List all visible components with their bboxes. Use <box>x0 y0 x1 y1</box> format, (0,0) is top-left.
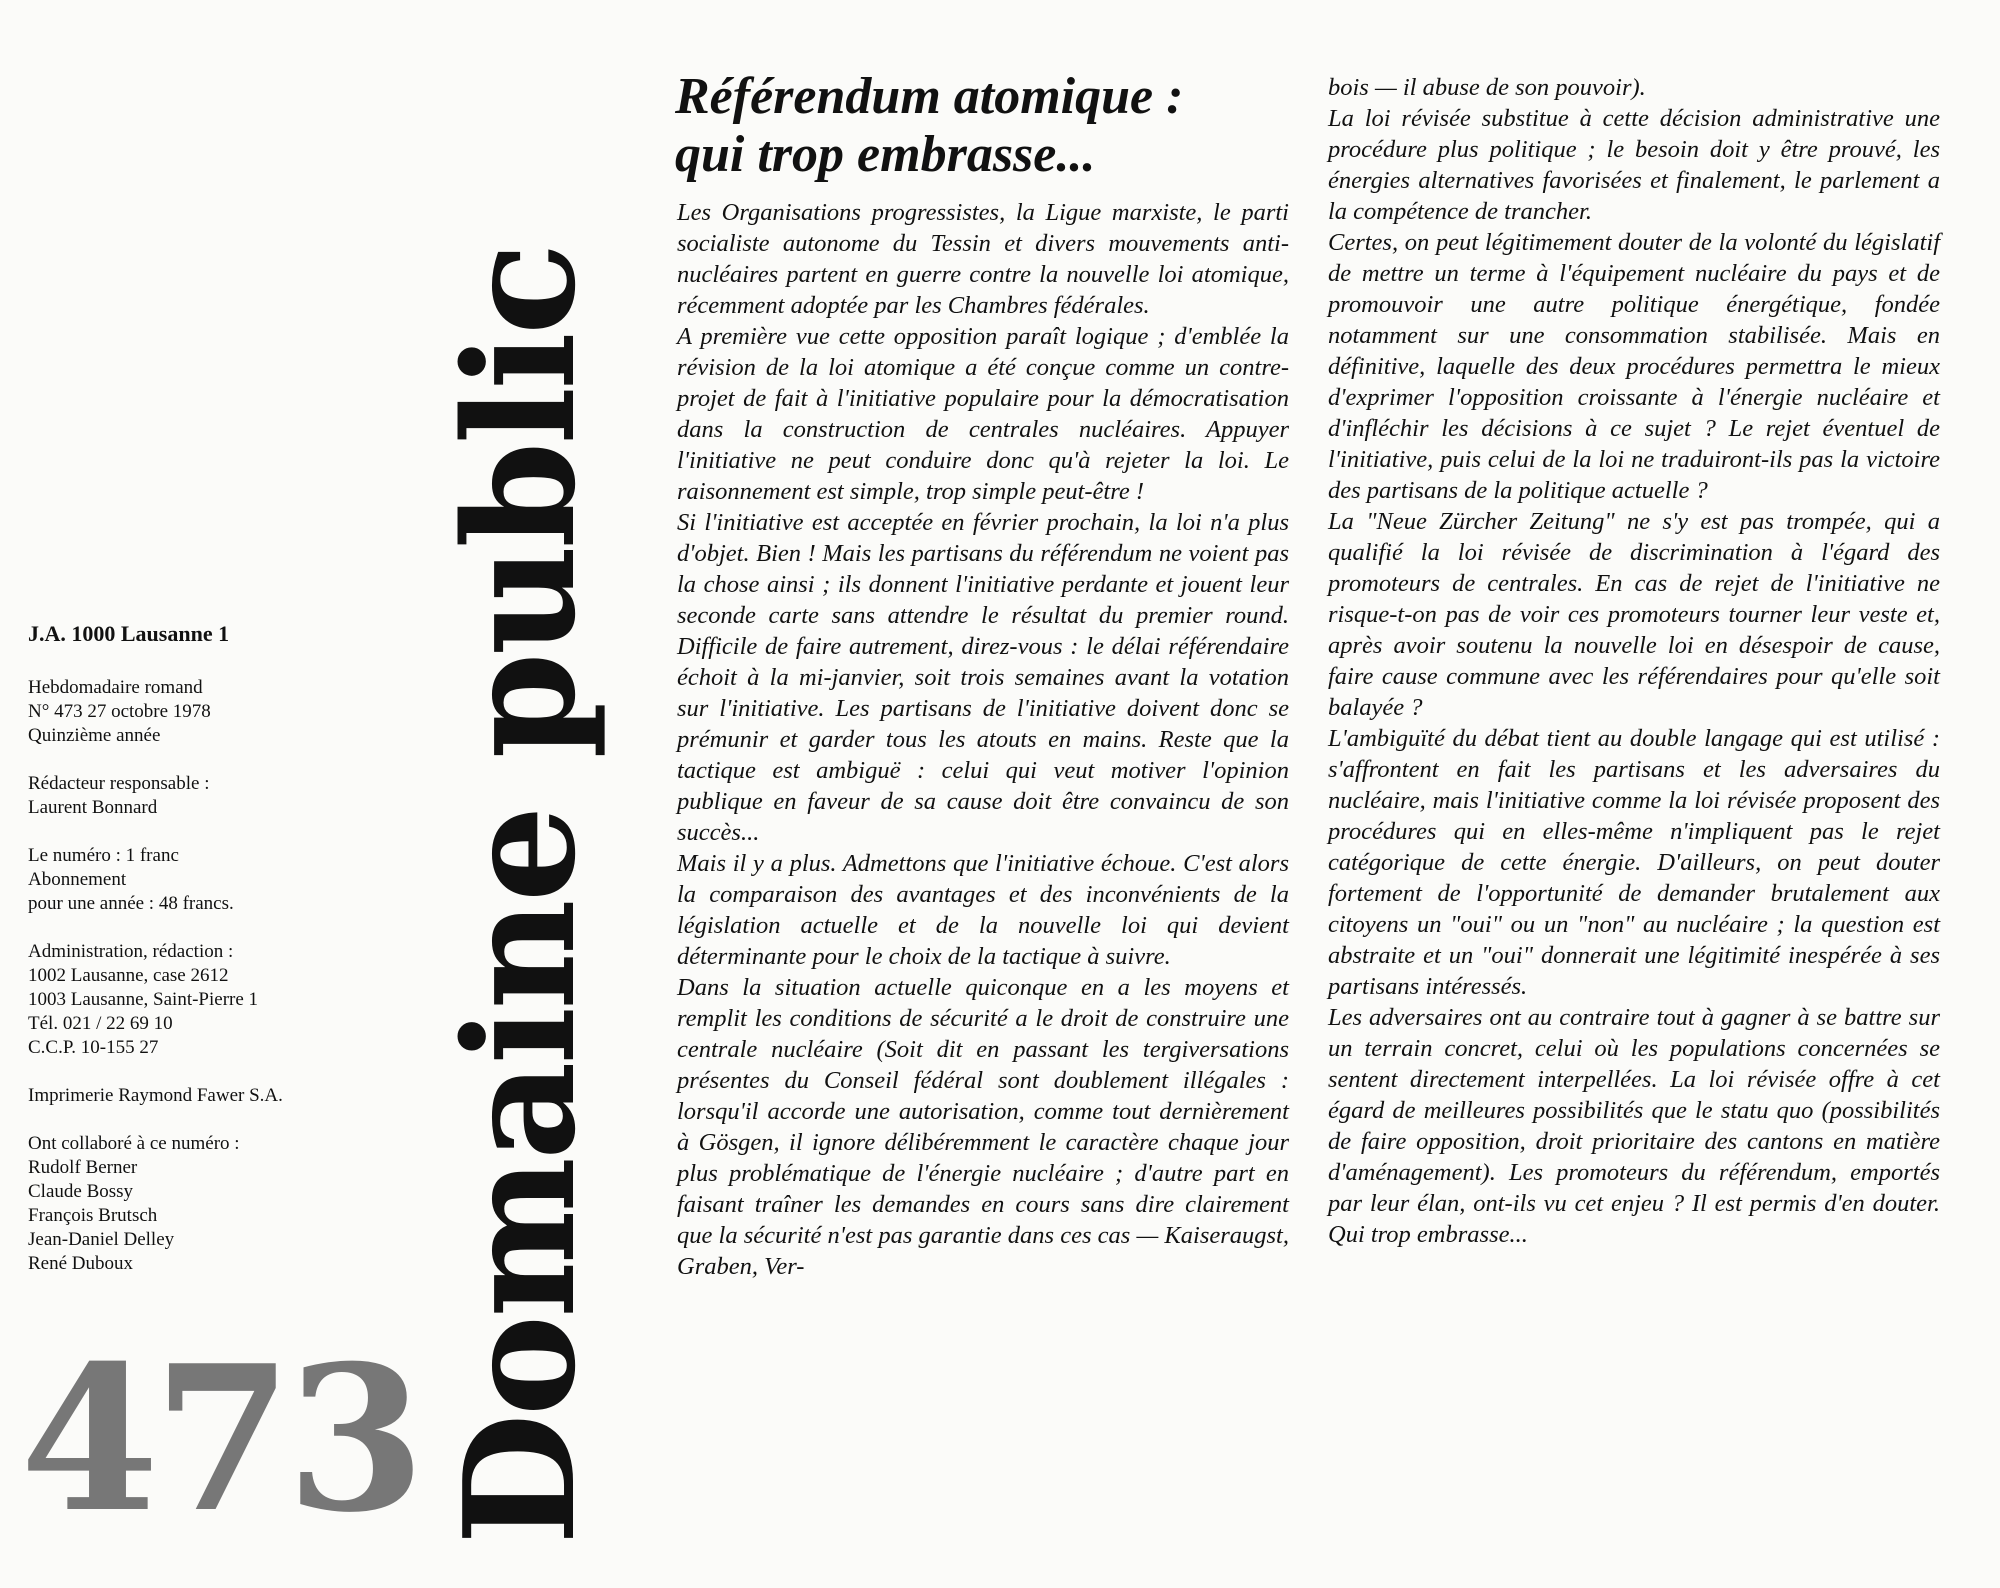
postal-line: J.A. 1000 Lausanne 1 <box>28 621 230 646</box>
masthead-line: N° 473 27 octobre 1978 <box>28 701 211 722</box>
article-column-2 <box>1328 72 1940 1250</box>
masthead-line: Tél. 021 / 22 69 10 <box>28 1013 173 1034</box>
article-paragraph: Les Organisations progressistes, la Ligue marxiste, le parti socialiste autonome du Tessin et divers mouvements anti-nucléaires partent en guerre contre la nouvelle loi atomique, récemment adoptée par les Chambres fédérales. <box>677 199 1289 319</box>
article-paragraph: Dans la situation actuelle quiconque en a les moyens et remplit les conditions de sécurité a le droit de construire une centrale nucléaire (Soit dit en passant les tergiversations présentes du Conseil fédéral sont doublement illégales : lorsqu'il accorde une autorisation, comme tout dernièrement à Gösgen, il ignore délibéremment le caractère chaque jour plus problématique de l'énergie nucléaire ; d'autre part en faisant traîner les demandes en cours sans dire clairement que la sécurité n'est pas garantie dans ces cas — Kaiseraugst, Graben, Ver- <box>677 974 1289 1280</box>
masthead-line: François Brutsch <box>28 1205 158 1226</box>
publication-title: Domaine public <box>430 245 609 1545</box>
masthead-block <box>28 1132 358 1276</box>
headline-line-2: qui trop embrasse... <box>675 126 1096 183</box>
masthead-line: C.C.P. 10-155 27 <box>28 1037 159 1058</box>
article-paragraph: Mais il y a plus. Admettons que l'initiative échoue. C'est alors la comparaison des avantages et des inconvénients de la législation actuelle et de la nouvelle loi qui devient déterminante pour le choix de la tactique à suivre. <box>677 850 1289 970</box>
masthead-block <box>28 844 358 916</box>
masthead-blocks <box>28 676 358 1276</box>
article-paragraph: Certes, on peut légitimement douter de la volonté du législatif de mettre un terme à l'équipement nucléaire du pays et de promouvoir une autre politique énergétique, fondée notamment sur une consommation stabilisée. Mais en définitive, laquelle des deux procédures permettra le mieux d'exprimer l'opposition croissante à l'énergie nucléaire et d'infléchir les décisions à ce sujet ? Le rejet éventuel de l'initiative, puis celui de la loi ne traduiront-ils pas la victoire des partisans de la politique actuelle ? <box>1328 229 1940 504</box>
masthead-line: Ont collaboré à ce numéro : <box>28 1133 240 1154</box>
masthead-line: Laurent Bonnard <box>28 797 158 818</box>
masthead-line: Claude Bossy <box>28 1181 134 1202</box>
article-paragraph: La "Neue Zürcher Zeitung" ne s'y est pas trompée, qui a qualifié la loi révisée de discrimination à l'égard des promoteurs de centrales. En cas de rejet de l'initiative ne risque-t-on pas de voir ces promoteurs tourner leur veste et, après avoir soutenu la nouvelle loi en désespoir de cause, faire cause commune avec les référendaires pour qu'elle soit balayée ? <box>1328 508 1940 721</box>
article-paragraph: Si l'initiative est acceptée en février prochain, la loi n'a plus d'objet. Bien ! Mais les partisans du référendum ne voient pas la chose ainsi ; ils donnent l'initiative perdante et jouent leur seconde carte sans attendre le résultat du premier round. Difficile de faire autrement, direz-vous : le délai référendaire échoit à la mi-janvier, soit trois semaines avant la votation sur l'initiative. Les partisans de l'initiative doivent donc se prémunir et garder tous les atouts en mains. Reste que la tactique est ambiguë : celui qui veut motiver l'opinion publique en faveur de sa cause doit être convaincu de son succès... <box>677 509 1289 846</box>
masthead-line: Abonnement <box>28 869 127 890</box>
masthead-block <box>28 940 358 1060</box>
article-column-1 <box>677 197 1289 1282</box>
issue-number: 473 <box>20 1322 420 1557</box>
article-paragraph: bois — il abuse de son pouvoir). <box>1328 74 1646 101</box>
masthead-line: pour une année : 48 francs. <box>28 893 234 914</box>
article-paragraph: La loi révisée substitue à cette décision administrative une procédure plus politique ; le besoin doit y être prouvé, les énergies alternatives favorisées et finalement, le parlement a la compétence de trancher. <box>1328 105 1940 225</box>
article-paragraph: L'ambiguïté du débat tient au double langage qui est utilisé : s'affrontent en fait les partisans et les adversaires du nucléaire, mais l'initiative comme la loi révisée proposent des procédures qui en elles-même n'impliquent pas le rejet catégorique de cette énergie. D'ailleurs, on peut douter fortement de l'opportunité de demander brutalement aux citoyens un "oui" ou un "non" au nucléaire ; la question est abstraite et un "oui" donnerait une légitimité inespérée à ses partisans intéressés. <box>1328 725 1940 1000</box>
masthead-line: Le numéro : 1 franc <box>28 845 179 866</box>
masthead-line: Hebdomadaire romand <box>28 677 203 698</box>
masthead-block <box>28 772 358 820</box>
masthead-line: Imprimerie Raymond Fawer S.A. <box>28 1085 283 1106</box>
masthead-block <box>28 676 358 748</box>
masthead-line: Rédacteur responsable : <box>28 773 210 794</box>
headline-line-1: Référendum atomique : <box>675 68 1184 125</box>
masthead-line: 1003 Lausanne, Saint-Pierre 1 <box>28 989 259 1010</box>
masthead-line: René Duboux <box>28 1253 134 1274</box>
article-paragraph: A première vue cette opposition paraît logique ; d'emblée la révision de la loi atomique a été conçue comme un contre-projet de fait à l'initiative populaire pour la démocratisation dans la construction de centrales nucléaires. Appuyer l'initiative ne peut conduire donc qu'à rejeter la loi. Le raisonnement est simple, trop simple peut-être ! <box>677 323 1289 505</box>
masthead-block <box>28 1084 358 1108</box>
masthead-line: 1002 Lausanne, case 2612 <box>28 965 229 986</box>
article-paragraph: Les adversaires ont au contraire tout à gagner à se battre sur un terrain concret, celui où les populations concernées se sentent directement interpellées. La loi révisée offre à cet égard de meilleures possibilités que le statu quo (possibilités de faire opposition, droit prioritaire des cantons en matière d'aménagement). Les promoteurs du référendum, emportés par leur élan, ont-ils vu cet enjeu ? Il est permis d'en douter. Qui trop embrasse... <box>1328 1004 1940 1248</box>
masthead-line: Rudolf Berner <box>28 1157 138 1178</box>
masthead-info <box>28 620 358 1300</box>
article-headline <box>675 68 1335 184</box>
masthead-line: Quinzième année <box>28 725 161 746</box>
masthead-line: Jean-Daniel Delley <box>28 1229 175 1250</box>
masthead-line: Administration, rédaction : <box>28 941 234 962</box>
